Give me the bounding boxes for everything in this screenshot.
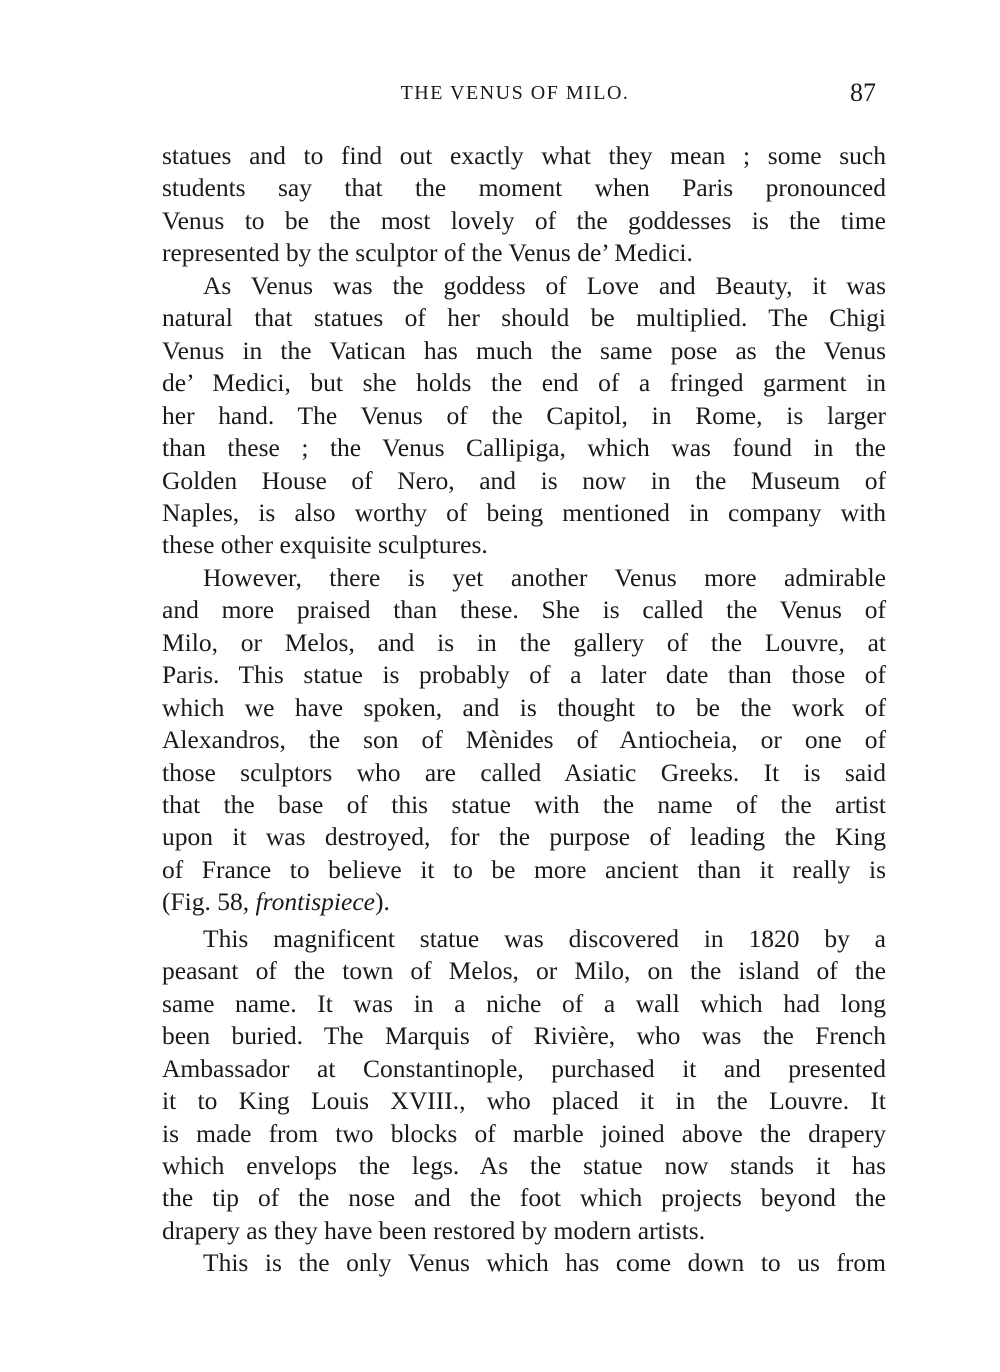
line-text: ). — [374, 887, 390, 917]
text-line — [162, 1150, 886, 1182]
line-text: that the base of this statue with the name of the artist — [162, 790, 886, 819]
line-text: is made from two blocks of marble joined above the drapery — [162, 1118, 886, 1148]
text-line — [162, 529, 886, 561]
text-line — [162, 1118, 886, 1150]
text-line — [162, 594, 886, 626]
text-line — [162, 497, 886, 529]
text-line — [162, 140, 886, 172]
line-text: This magnificent statue was discovered in 1820 by a — [203, 923, 886, 953]
line-text: the tip of the nose and the foot which projects beyond the — [162, 1183, 886, 1213]
text-line — [162, 1085, 886, 1117]
text-line — [203, 1247, 886, 1279]
text-line — [162, 335, 886, 367]
italic-text: frontispiece — [255, 887, 375, 917]
line-text: peasant of the town of Melos, or Milo, on the island of the — [162, 956, 886, 986]
text-line — [162, 886, 886, 918]
line-text: Alexandros, the son of Mènides of Antiocheia, or one of — [162, 725, 886, 755]
line-text: than these ; the Venus Callipiga, which was found in the — [162, 433, 886, 463]
line-text: This is the only Venus which has come down to us from — [203, 1248, 886, 1278]
line-text: same name. It was in a niche of a wall which had long — [162, 988, 886, 1018]
text-line — [203, 562, 886, 594]
line-text: upon it was destroyed, for the purpose of leading the King — [162, 822, 886, 852]
text-line — [162, 1053, 886, 1085]
line-text: statues and to find out exactly what they mean ; some such — [162, 141, 886, 170]
line-text: her hand. The Venus of the Capitol, in Rome, is larger — [162, 400, 886, 430]
text-line — [162, 988, 886, 1020]
line-text: However, there is yet another Venus more admirable — [203, 562, 886, 592]
text-line — [162, 854, 886, 886]
line-text: represented by the sculptor of the Venus de’ Medici. — [162, 238, 693, 268]
text-line — [162, 627, 886, 659]
text-line — [162, 1020, 886, 1052]
line-text: those sculptors who are called Asiatic Greeks. It is said — [162, 757, 886, 787]
line-text: students say that the moment when Paris pronounced — [162, 173, 886, 203]
line-text: Naples, is also worthy of being mentioned in company with — [162, 497, 886, 527]
text-line — [162, 205, 886, 237]
text-line — [203, 270, 886, 302]
line-text: Ambassador at Constantinople, purchased it and presented — [162, 1053, 886, 1083]
line-text: Paris. This statue is probably of a later date than those of — [162, 660, 886, 690]
text-line — [162, 400, 886, 432]
line-text: As Venus was the goddess of Love and Beauty, it was — [203, 270, 886, 300]
line-text: natural that statues of her should be multiplied. The Chigi — [162, 303, 886, 333]
line-text: Venus to be the most lovely of the goddesses is the time — [162, 205, 886, 235]
line-text: Venus in the Vatican has much the same pose as the Venus — [162, 335, 886, 365]
line-text: Milo, or Melos, and is in the gallery of the Louvre, at — [162, 627, 886, 657]
text-line — [162, 172, 886, 204]
text-line — [162, 821, 886, 853]
line-text: been buried. The Marquis of Rivière, who was the French — [162, 1021, 886, 1051]
line-text: it to King Louis XVIII., who placed it in the Louvre. It — [162, 1086, 886, 1116]
line-text: drapery as they have been restored by modern artists. — [162, 1215, 706, 1245]
text-line — [162, 367, 886, 399]
text-line — [162, 1215, 886, 1247]
line-text: Golden House of Nero, and is now in the Museum of — [162, 465, 886, 495]
text-line — [162, 955, 886, 987]
text-line — [162, 659, 886, 691]
text-line — [203, 923, 886, 955]
line-text: these other exquisite sculptures. — [162, 530, 488, 560]
text-line — [162, 465, 886, 497]
line-text: (Fig. 58, — [162, 887, 256, 917]
text-line — [162, 757, 886, 789]
text-line — [162, 432, 886, 464]
page-number: 87 — [850, 78, 876, 107]
line-text: of France to believe it to be more ancient than it really is — [162, 854, 886, 884]
line-text: and more praised than these. She is called the Venus of — [162, 595, 886, 625]
text-line — [162, 237, 886, 269]
line-text: which envelops the legs. As the statue now stands it has — [162, 1150, 886, 1180]
text-line — [162, 724, 886, 756]
text-line — [162, 789, 886, 821]
text-line — [162, 692, 886, 724]
text-line — [162, 302, 886, 334]
line-text: de’ Medici, but she holds the end of a fringed garment in — [162, 368, 886, 398]
running-title: THE VENUS OF MILO. — [400, 82, 630, 104]
line-text: which we have spoken, and is thought to be the work of — [162, 692, 886, 722]
text-line — [162, 1182, 886, 1214]
